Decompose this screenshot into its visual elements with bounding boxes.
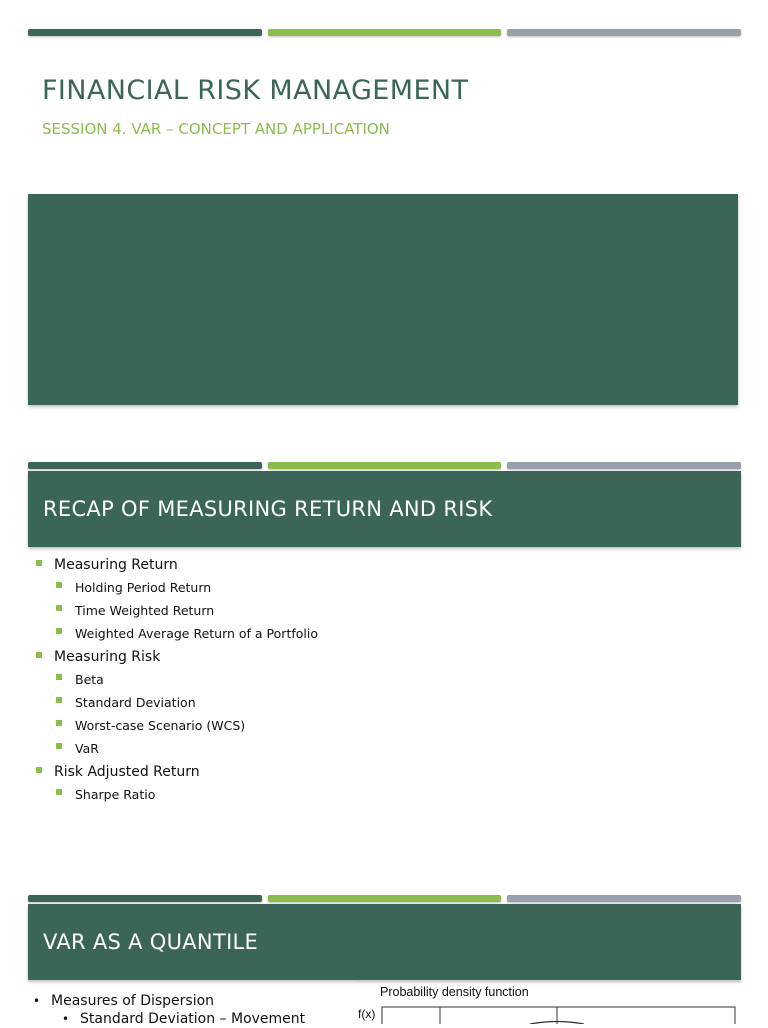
sub-bullet-item [0,717,318,740]
figure-y-label: f(x) [358,1007,376,1021]
slide1-subtitle: SESSION 4. VAR – CONCEPT AND APPLICATION [42,120,390,138]
figure-separator [355,981,741,982]
sub-bullet-text: Holding Period Return [75,580,212,595]
sub-bullet-item [0,786,318,809]
stripe-gray [507,895,741,902]
stripe-dark [28,462,262,469]
bullet-square-icon [56,789,62,795]
bullet-item [0,992,305,1010]
bullet-square-icon [36,652,42,658]
slide1-title: FINANCIAL RISK MANAGEMENT [42,75,469,106]
sub-bullet-text: Standard Deviation – Movement [80,1011,306,1027]
sub-bullet-text: Beta [75,672,104,687]
stripe-green [268,895,501,902]
bullet-square-icon [56,605,62,611]
bullet-text: Risk Adjusted Return [54,764,200,780]
bullet-text: Measuring Risk [54,649,161,665]
density-plot [380,1005,736,1024]
bullet-dot-icon: • [62,1012,70,1026]
sub-bullet-text: Sharpe Ratio [75,787,156,802]
slide3-heading: VAR AS A QUANTILE [43,930,259,954]
sub-bullet-item [0,671,318,694]
slide2-heading: RECAP OF MEASURING RETURN AND RISK [43,497,493,521]
slide3-header [28,904,741,980]
sub-bullet-text: Worst-case Scenario (WCS) [75,718,246,733]
stripe-dark [28,29,262,36]
sub-bullet-text: Weighted Average Return of a Portfolio [75,626,318,641]
slide2-accent-stripes [28,462,741,470]
bullet-item [0,763,318,786]
sub-bullet-item [0,625,318,648]
bullet-dot-icon: • [33,994,41,1008]
bullet-square-icon [56,674,62,680]
sub-bullet-item [0,740,318,763]
sub-bullet-text: Standard Deviation [75,695,196,710]
stripe-green [268,462,501,469]
bullet-square-icon [56,628,62,634]
slide3-accent-stripes [28,895,741,903]
bullet-square-icon [56,720,62,726]
slide1-accent-stripes [28,29,741,37]
sub-bullet-item [0,1010,305,1028]
slide2-bullet-list [0,556,318,809]
bullet-square-icon [36,767,42,773]
slide1-content-block [28,194,738,405]
slide2-header [28,471,741,547]
sub-bullet-item [0,694,318,717]
sub-bullet-item [0,579,318,602]
bullet-text: Measures of Dispersion [51,993,215,1009]
bullet-square-icon [56,697,62,703]
stripe-green [268,29,501,36]
sub-bullet-text: VaR [75,741,99,756]
slide3-bullet-list [0,992,305,1028]
bullet-square-icon [56,582,62,588]
sub-bullet-item [0,602,318,625]
stripe-gray [507,462,741,469]
stripe-gray [507,29,741,36]
figure-title: Probability density function [380,985,529,999]
bullet-text: Measuring Return [54,557,178,573]
bullet-square-icon [36,560,42,566]
bullet-item [0,648,318,671]
bullet-item [0,556,318,579]
sub-bullet-text: Time Weighted Return [75,603,215,618]
bullet-square-icon [56,743,62,749]
stripe-dark [28,895,262,902]
